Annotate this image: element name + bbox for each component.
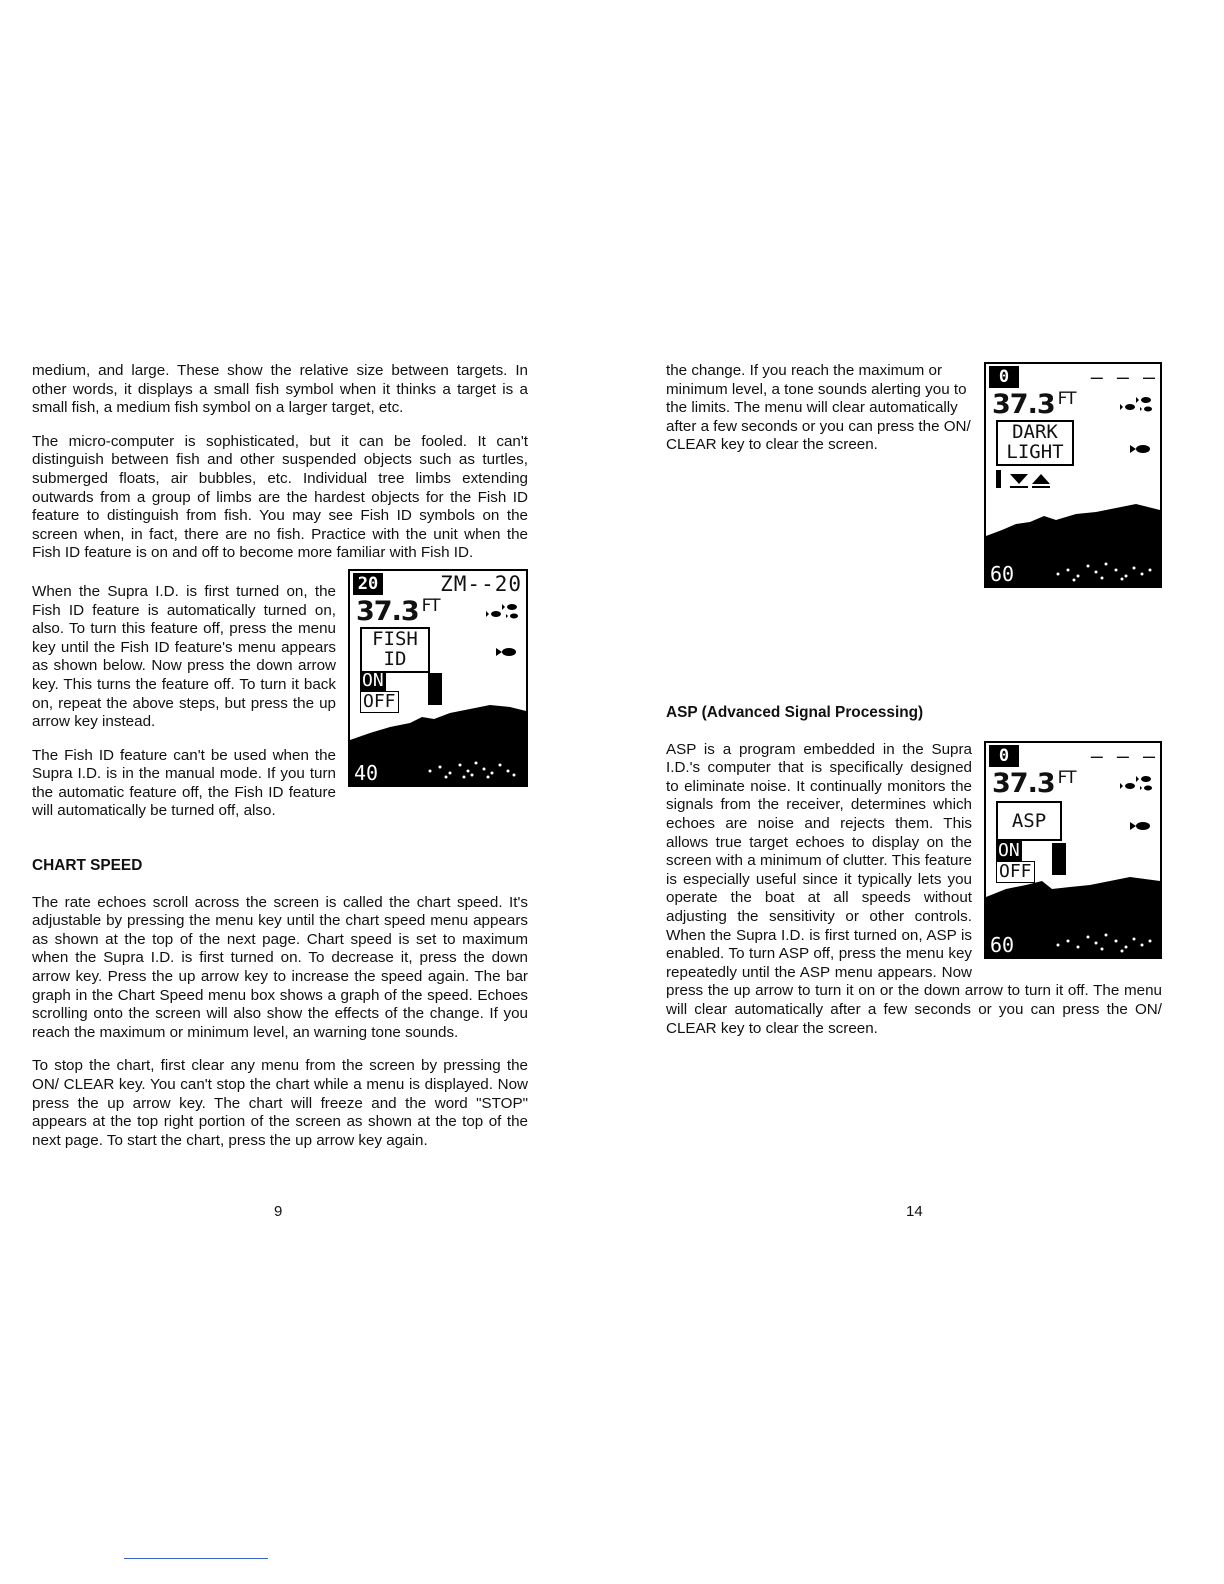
paragraph: The rate echoes scroll across the screen is called the chart speed. It's adjustable by pressing the menu key until the chart speed menu appears as shown at the top of the next page. Chart speed is set to maximum when the Supra I.D. is first turned on. To decrease it, press the down arrow key. Press the up arrow key to increase the speed again. The bar graph in the Chart Speed menu box shows a graph of the speed. Echoes scrolling onto the screen will also show the effects of the change. If you reach the maximum or minimum level, an warning tone sounds.	[32, 893, 528, 1041]
asp-menu: ASP	[996, 801, 1062, 841]
dark-light-menu: DARK LIGHT	[996, 420, 1074, 466]
zoom-label: — — —	[1090, 365, 1156, 389]
paragraph: ASP is a program embedded in the Supra I.D.'s computer that is specifically designed to eliminate noise. It continually monitors the signals from the receiver, determines which echoes are noise and rejects them. This allows true target echoes to display on the screen with a minimum of clutter. This feature is especially useful since it typically lets you operate the boat at all speeds without adjusting the sensitivity or other controls. When the Supra I.D. is first turned on, ASP is enabled. To turn ASP off, press the menu key repeatedly until the ASP menu appears. Now press the up arrow to turn it on or the down arrow to turn it off. The menu will clear automatically after a few seconds or you can press the ON/ CLEAR key to clear the screen.	[666, 740, 1162, 1037]
fish-id-menu: FISH ID	[360, 627, 430, 673]
fish-symbols-icon	[1120, 392, 1156, 414]
page-number: 9	[274, 1203, 283, 1220]
section-heading: ASP (Advanced Signal Processing)	[666, 704, 924, 721]
off-option: OFF	[360, 691, 399, 713]
page-number: 14	[906, 1203, 923, 1220]
fish-id-screen	[348, 569, 528, 787]
fish-icon	[496, 645, 518, 659]
zoom-label: ZM--20	[440, 571, 522, 596]
dark-light-screen	[984, 362, 1162, 588]
fish-icon	[1130, 819, 1152, 833]
paragraph: To stop the chart, first clear any menu from the screen by pressing the ON/ CLEAR key. You can't stop the chart while a menu is displayed. Now press the up arrow key. The chart will freeze and the word "STOP" appears at the top right portion of the screen as shown at the top of the next page. To start the chart, press the up arrow key again.	[32, 1057, 528, 1149]
divider	[124, 1558, 268, 1559]
asp-screen	[984, 741, 1162, 959]
paragraph: the change. If you reach the maximum or minimum level, a tone sounds alerting you to the limits. The menu will clear automatically after a few seconds or you can press the ON/ CLEAR key to clear the screen.	[666, 362, 971, 454]
range-label: 60	[990, 562, 1015, 587]
fish-symbols-icon	[1120, 771, 1156, 793]
section-heading: CHART SPEED	[32, 857, 143, 875]
paragraph: The Fish ID feature can't be used when the Supra I.D. is in the manual mode. If you turn the automatic feature off, the Fish ID feature will automatically be turned off, also.	[32, 746, 336, 820]
left-page	[32, 362, 528, 1165]
fish-symbols-icon	[486, 599, 522, 621]
range-tag: 0	[989, 366, 1019, 388]
right-page	[666, 362, 1162, 1053]
range-label: 60	[990, 933, 1015, 957]
range-tag: 0	[989, 745, 1019, 767]
zoom-label: — — —	[1090, 743, 1156, 768]
off-option: OFF	[996, 861, 1035, 883]
paragraph: The micro-computer is sophisticated, but it can be fooled. It can't distinguish between fish and other suspended objects such as turtles, submerged floats, air bubbles, etc. Individual tree limbs extending outwards from a group of limbs are the hardest objects for the Fish ID feature to distinguish from fish. You may see Fish ID symbols on the screen when, in fact, there are no fish. Practice with the unit when the Fish ID feature is on and off to become more familiar with Fish ID.	[32, 432, 528, 562]
fish-icon	[1130, 442, 1152, 456]
on-option: ON	[362, 669, 384, 691]
depth-readout: 37.3 $^{FT}$	[356, 595, 440, 627]
depth-readout: 37.3 $^{FT}$	[992, 767, 1076, 799]
on-option: ON	[998, 839, 1020, 861]
paragraph: When the Supra I.D. is first turned on, the Fish ID feature is automatically turned on, also. To turn this feature off, press the menu key until the Fish ID feature's menu appears as shown below. Now press the down arrow key. This turns the feature off. To turn it back on, repeat the above steps, but press the up arrow key instead.	[32, 582, 336, 731]
range-label: 40	[354, 761, 379, 786]
paragraph: medium, and large. These show the relative size between targets. In other words, it displays a small fish symbol when it thinks a target is a small fish, a medium fish symbol on a larger target, etc.	[32, 362, 528, 417]
depth-readout: 37.3 $^{FT}$	[992, 389, 1076, 420]
range-tag: 20	[353, 573, 383, 595]
